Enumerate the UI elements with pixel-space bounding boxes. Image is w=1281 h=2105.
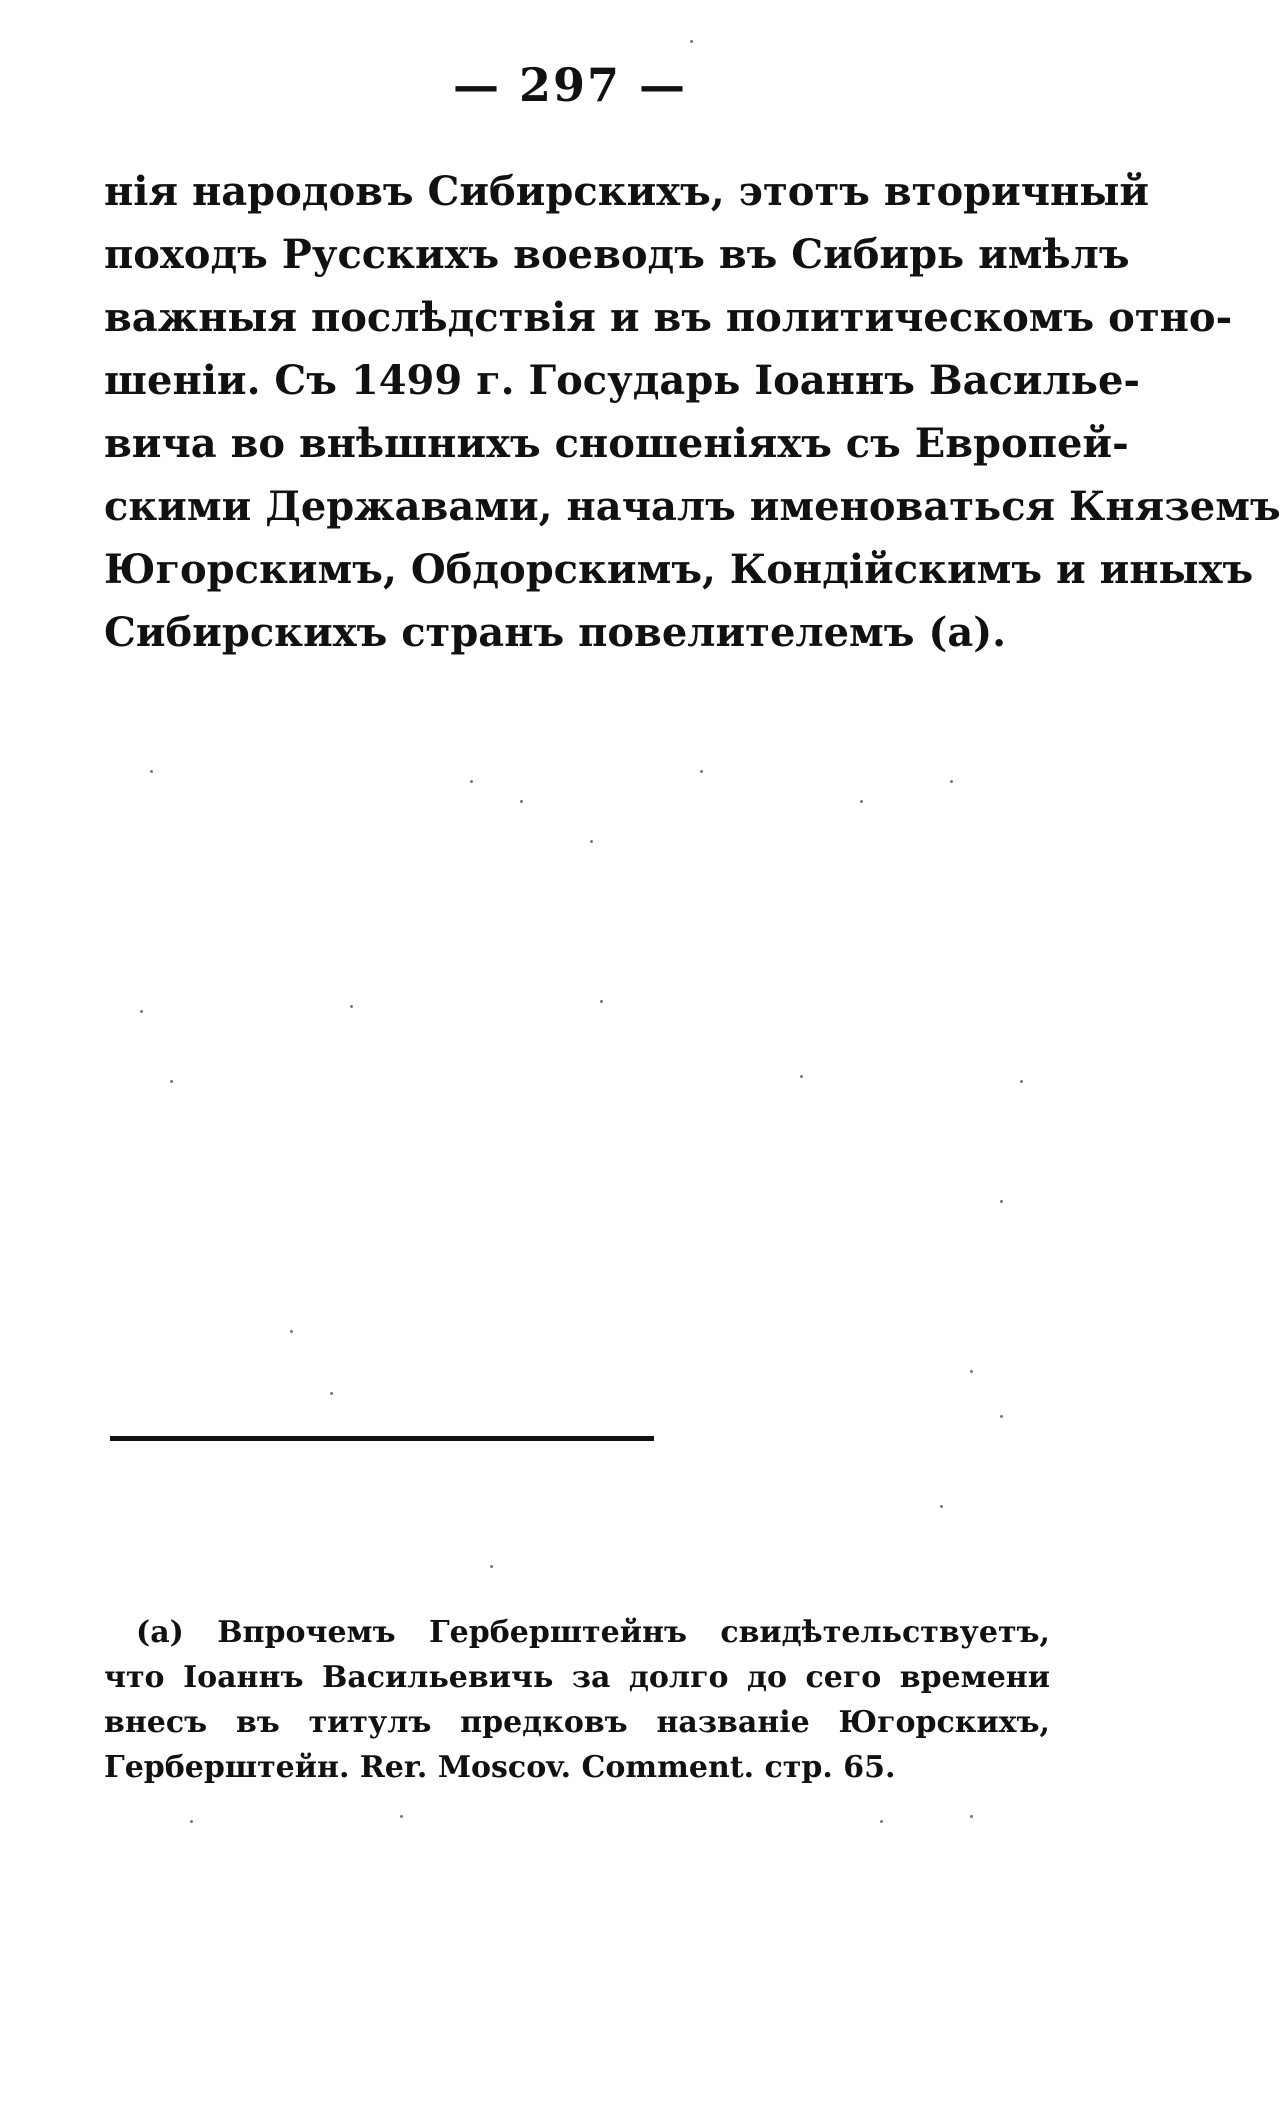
scan-speck <box>330 1392 333 1395</box>
footnote-line: что Іоаннъ Васильевичь за долго до сего времени <box>104 1660 1050 1695</box>
scan-speck <box>690 40 693 43</box>
scan-speck <box>860 800 863 803</box>
page-number: — 297 — <box>452 58 688 112</box>
scan-speck <box>970 1815 973 1818</box>
body-line: Сибирскихъ странъ повелителемъ (а). <box>104 609 1007 656</box>
body-line: скими Державами, началъ именоваться Княземъ <box>104 483 1281 530</box>
scan-speck <box>290 1330 293 1333</box>
scan-speck <box>700 770 703 773</box>
footnote <box>104 1610 1050 1790</box>
scan-speck <box>520 800 523 803</box>
body-line: походъ Русскихъ воеводъ въ Сибирь имѣлъ <box>104 231 1130 278</box>
footnote-line: Герберштейн. Rer. Moscov. Comment. стр. 65. <box>104 1750 896 1785</box>
scan-speck <box>1000 1415 1003 1418</box>
scan-speck <box>170 1080 173 1083</box>
scan-speck <box>150 770 153 773</box>
footnote-separator-rule <box>110 1436 654 1441</box>
scan-speck <box>190 1820 193 1823</box>
body-line: нія народовъ Сибирскихъ, этотъ вторичный <box>104 168 1150 215</box>
scan-speck <box>1000 1200 1003 1203</box>
footnote-line: (а) Впрочемъ Герберштейнъ свидѣтельствуетъ, <box>136 1615 1050 1650</box>
scan-speck <box>590 840 593 843</box>
body-text <box>104 160 1281 664</box>
scan-speck <box>970 1370 973 1373</box>
scan-speck <box>490 1565 493 1568</box>
scan-speck <box>880 1820 883 1823</box>
body-line: вича во внѣшнихъ сношеніяхъ съ Европей- <box>104 420 1129 467</box>
scan-speck <box>800 1075 803 1078</box>
scan-speck <box>350 1005 353 1008</box>
scan-speck <box>140 1010 143 1013</box>
scan-speck <box>470 780 473 783</box>
footnote-line: внесъ въ титулъ предковъ названіе Югорскихъ, <box>104 1705 1050 1740</box>
body-line: Югорскимъ, Обдорскимъ, Кондійскимъ и иныхъ <box>104 546 1254 593</box>
scan-speck <box>940 1505 943 1508</box>
scan-speck <box>950 780 953 783</box>
scan-speck <box>400 1815 403 1818</box>
body-line: шеніи. Съ 1499 г. Государь Іоаннъ Василье- <box>104 357 1140 404</box>
body-line: важныя послѣдствія и въ политическомъ отно- <box>104 294 1233 341</box>
scan-speck <box>600 1000 603 1003</box>
scan-speck <box>1020 1080 1023 1083</box>
